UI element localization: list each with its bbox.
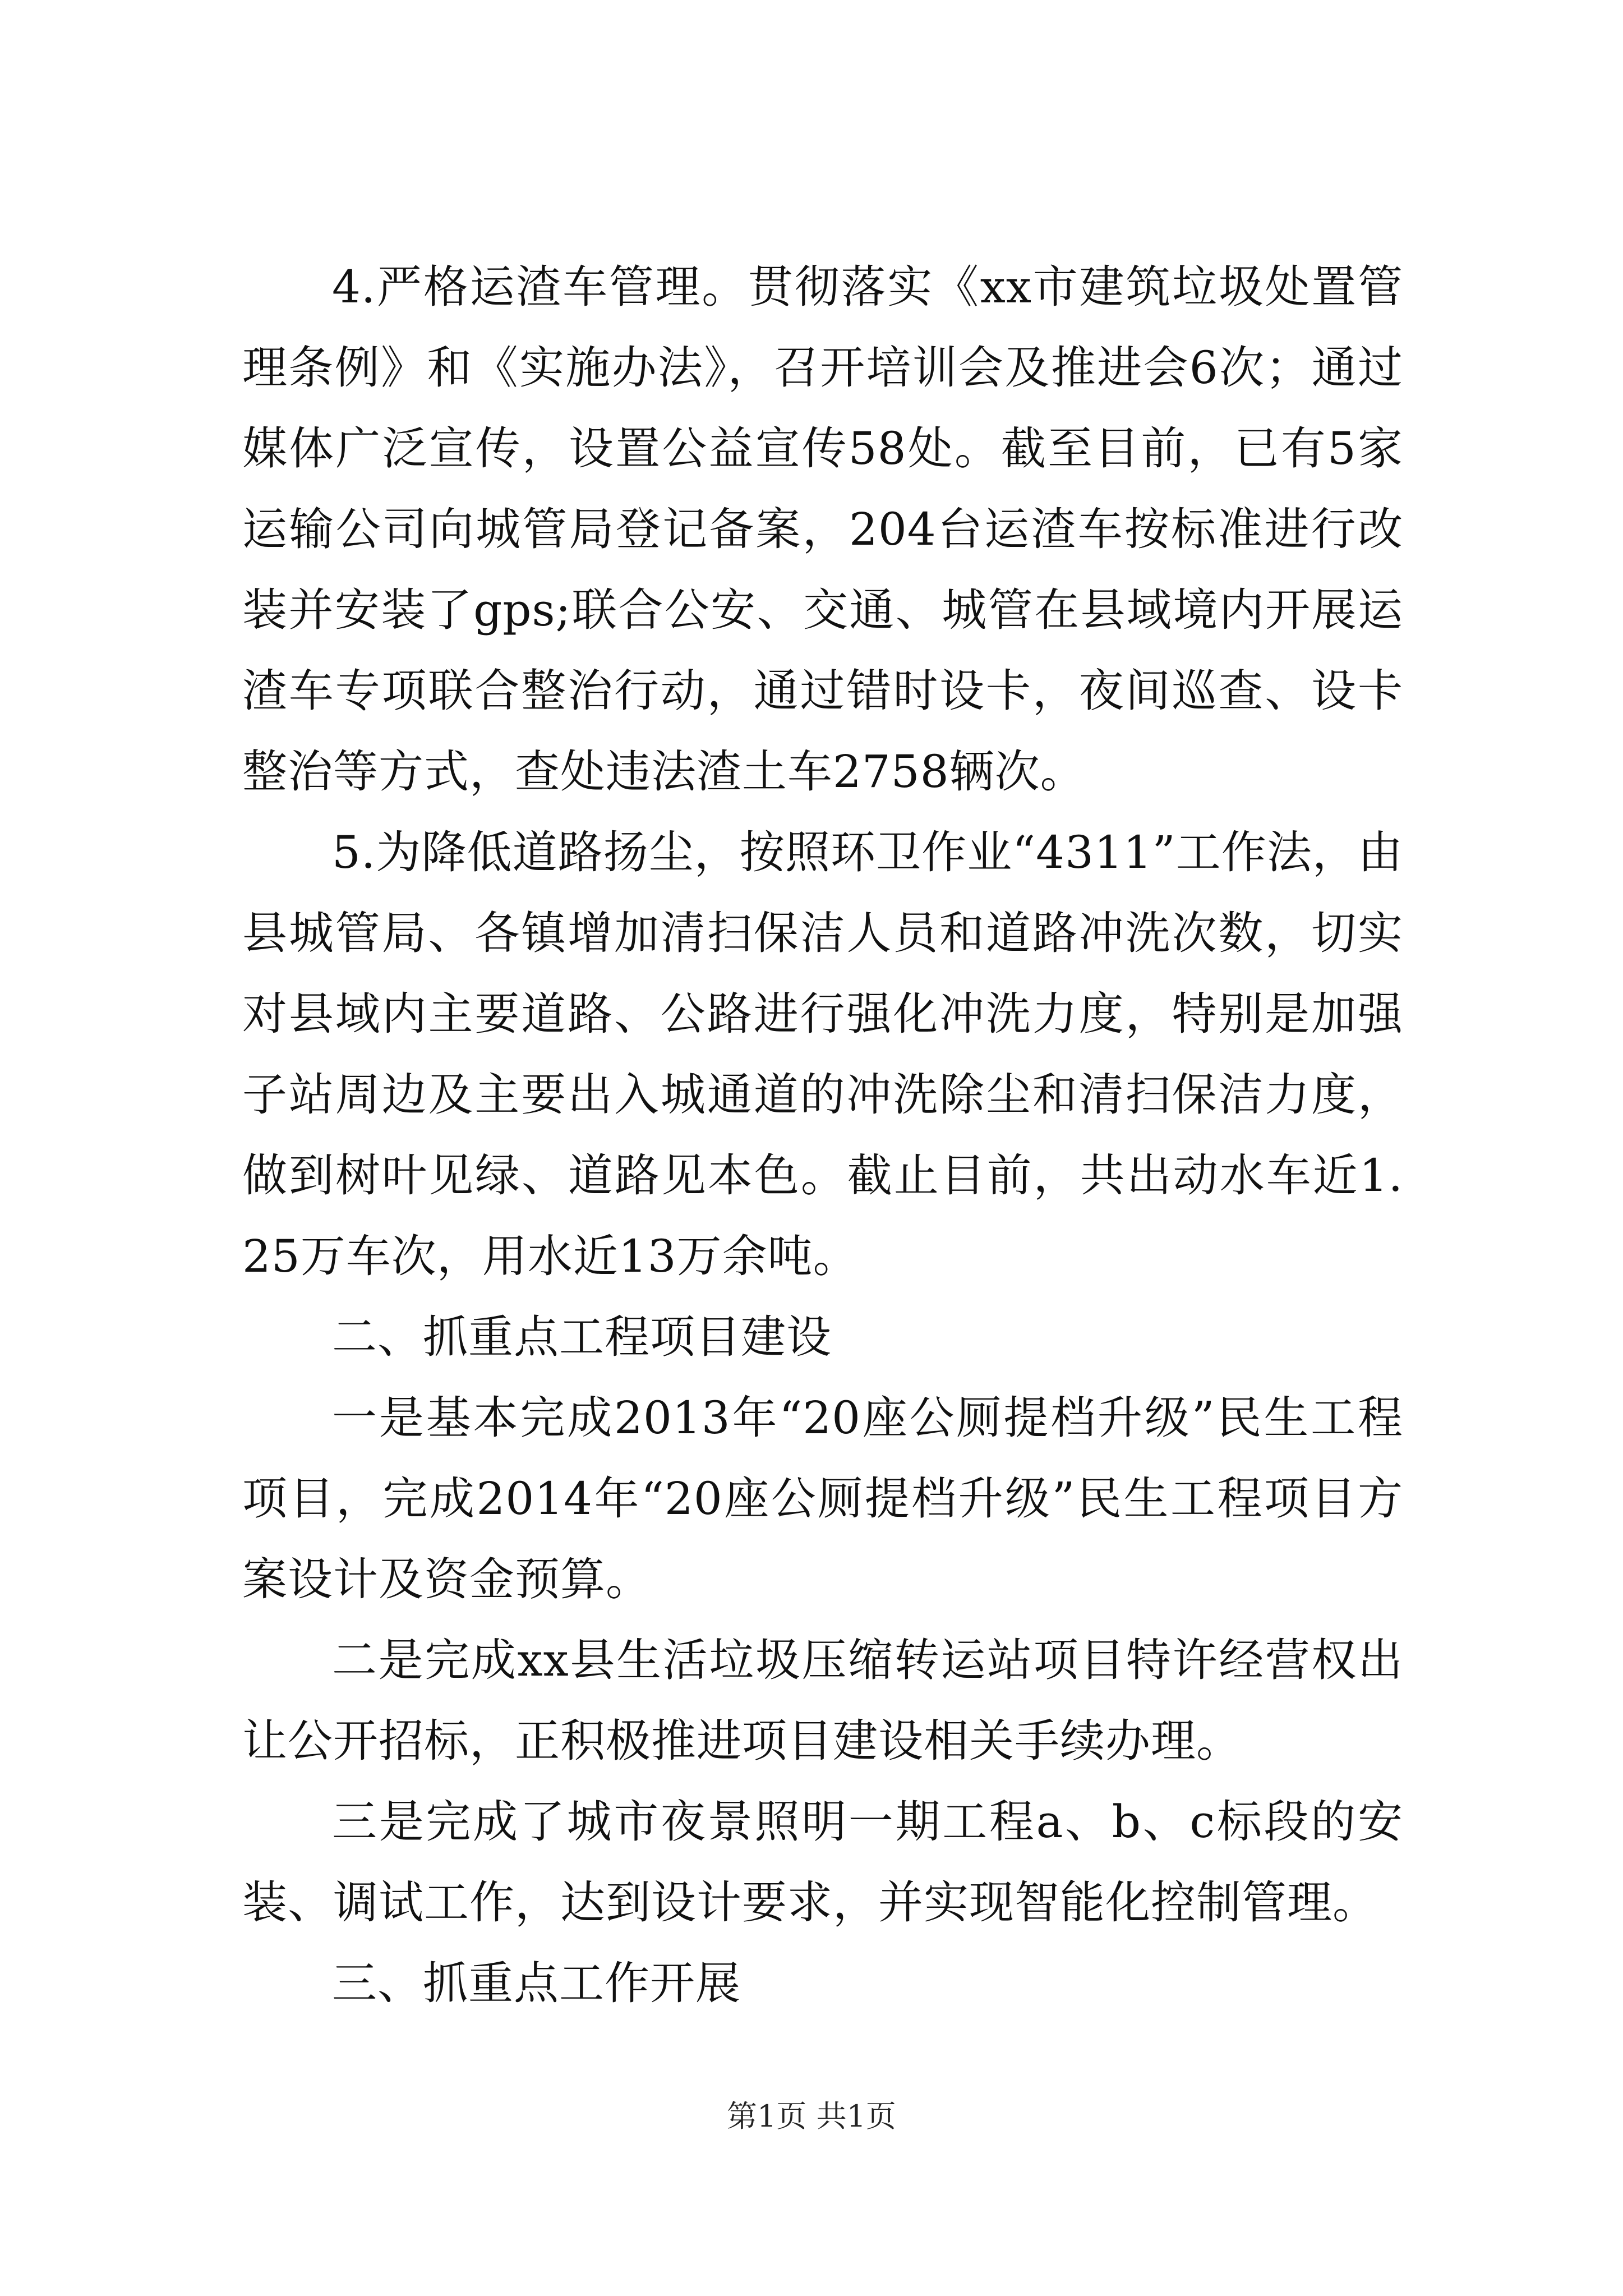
- paragraph-road-dust-reduction: 5.为降低道路扬尘，按照环卫作业“4311”工作法，由县城管局、各镇增加清扫保洁人员和道路冲洗次数，切实对县域内主要道路、公路进行强化冲洗力度，特别是加强子站周边及主要出入城通道的冲洗除尘和清扫保洁力度，做到树叶见绿、道路见本色。截止目前，共出动水车近1.25万车次，用水近13万余吨。: [242, 826, 1403, 1282]
- paragraph-garbage-transfer-station: 二是完成xx县生活垃圾压缩转运站项目特许经营权出让公开招标，正积极推进项目建设相关手续办理。: [242, 1634, 1403, 1767]
- page-footer: 第1页 共1页: [727, 2099, 896, 2134]
- paragraph-public-toilet-upgrade: 一是基本完成2013年“20座公厕提档升级”民生工程项目，完成2014年“20座公厕提档升级”民生工程项目方案设计及资金预算。: [242, 1392, 1403, 1605]
- document-body: [242, 247, 1403, 2024]
- paragraph-transport-truck-management: 4.严格运渣车管理。贯彻落实《xx市建筑垃圾处置管理条例》和《实施办法》，召开培训会及推进会6次；通过媒体广泛宣传，设置公益宣传58处。截至目前，已有5家运输公司向城管局登记备案，204台运渣车按标准进行改装并安装了gps;联合公安、交通、城管在县域境内开展运渣车专项联合整治行动，通过错时设卡，夜间巡查、设卡整治等方式，查处违法渣土车2758辆次。: [242, 261, 1403, 798]
- section-heading-key-work: 三、抓重点工作开展: [332, 1957, 741, 2009]
- paragraph-night-lighting: 三是完成了城市夜景照明一期工程a、b、c标段的安装、调试工作，达到设计要求，并实现智能化控制管理。: [242, 1796, 1403, 1929]
- section-heading-key-projects: 二、抓重点工程项目建设: [332, 1311, 832, 1363]
